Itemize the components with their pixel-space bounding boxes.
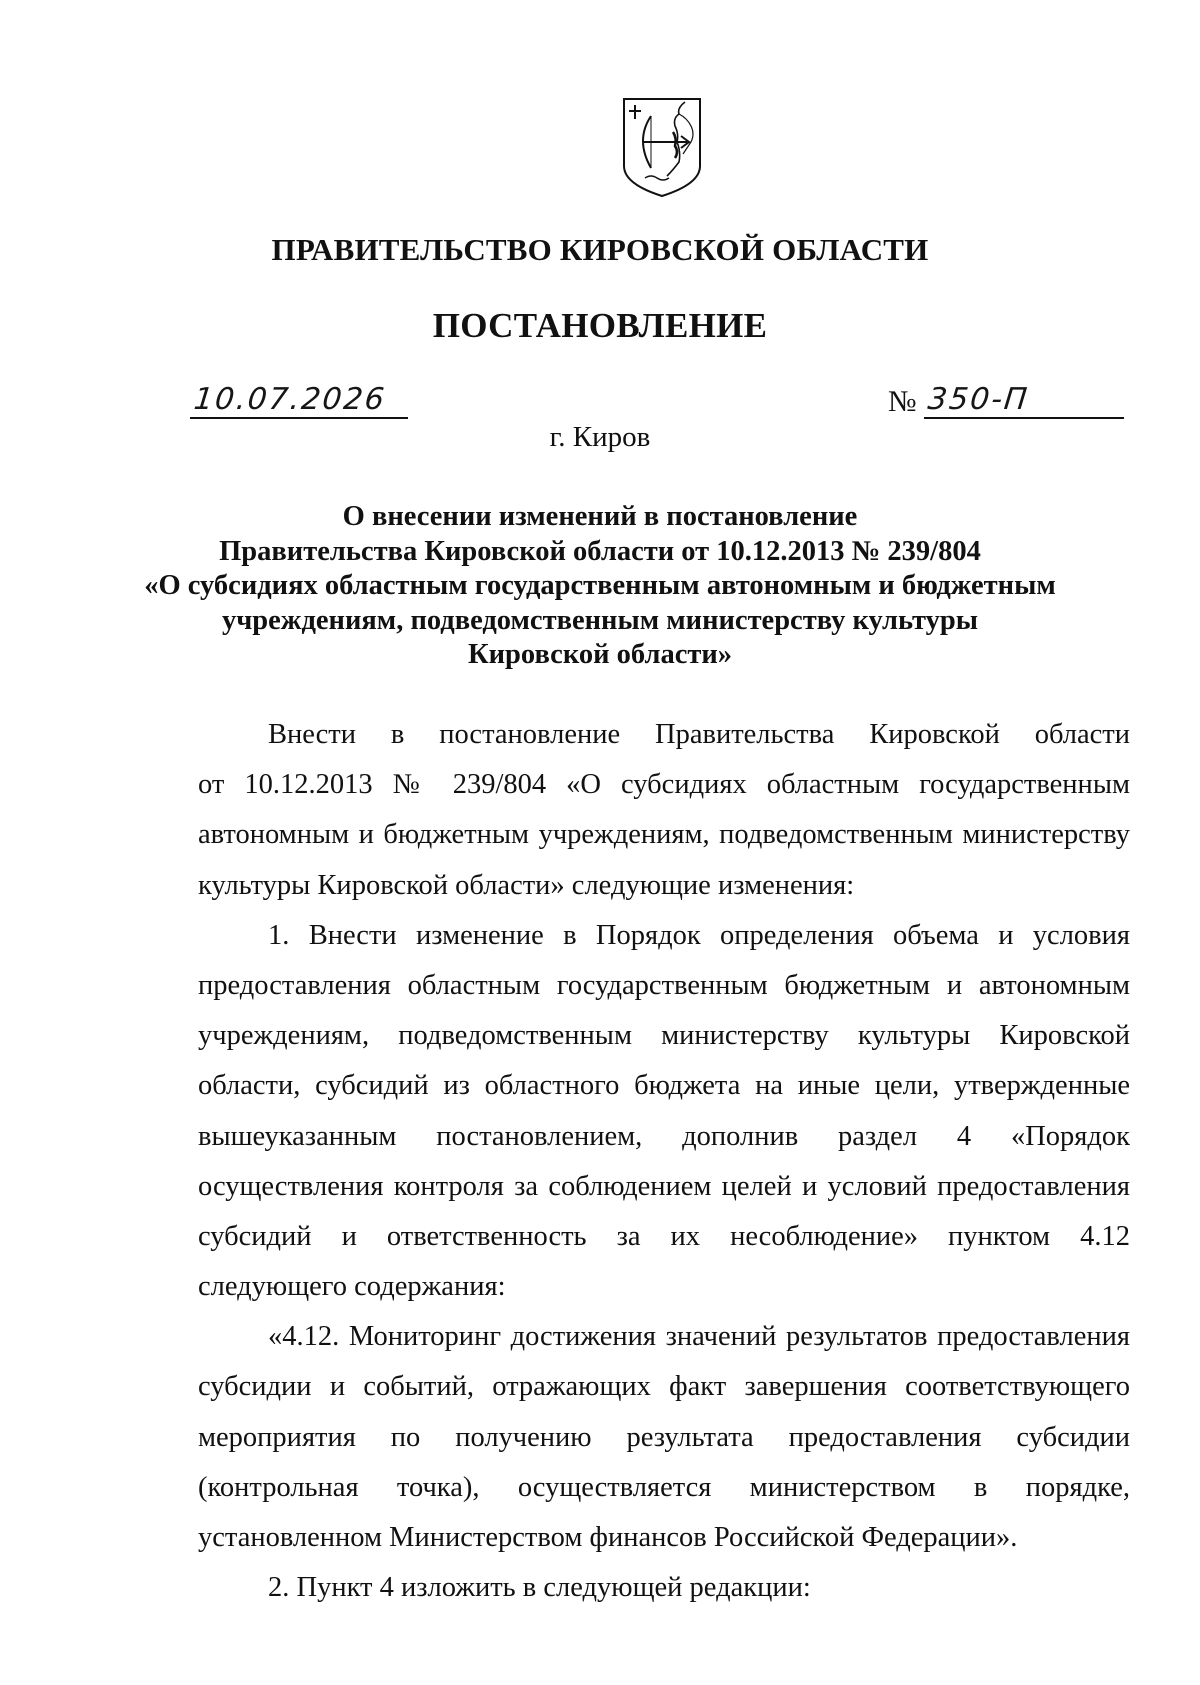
- body-line: субсидий и ответственность за их несоблюдение» пунктом 4.12: [198, 1220, 1130, 1252]
- body-line: следующего содержания:: [198, 1271, 506, 1303]
- body-line: осуществления контроля за соблюдением целей и условий предоставления: [198, 1170, 1130, 1202]
- body-line: автономным и бюджетным учреждениям, подведомственным министерству: [198, 819, 1130, 851]
- body-line: области, субсидий из областного бюджета на иные цели, утвержденные: [198, 1070, 1130, 1102]
- body-line: вышеуказанным постановлением, дополнив раздел 4 «Порядок: [198, 1120, 1130, 1152]
- body-line: учреждениям, подведомственным министерству культуры Кировской: [198, 1020, 1130, 1052]
- document-number-label: №: [888, 385, 917, 418]
- body-line: установленном Министерством финансов Российской Федерации».: [198, 1522, 1018, 1553]
- document-number-field: [924, 383, 1124, 419]
- document-date: 10.07.2026: [192, 382, 388, 417]
- organization-title: ПРАВИТЕЛЬСТВО КИРОВСКОЙ ОБЛАСТИ: [271, 232, 929, 267]
- document-type-title: ПОСТАНОВЛЕНИЕ: [432, 306, 768, 345]
- body-line: 2. Пункт 4 изложить в следующей редакции:: [268, 1572, 811, 1604]
- subject-line: Кировской области»: [467, 639, 733, 670]
- body-line: мероприятия по получению результата предоставления субсидии: [198, 1421, 1130, 1453]
- document-body: [198, 710, 1130, 1613]
- subject-line: Правительства Кировской области от 10.12.2013 № 239/804: [219, 535, 981, 567]
- subject-line: учреждениям, подведомственным министерству культуры: [221, 604, 979, 636]
- document-date-field: [190, 383, 408, 419]
- document-subject: [130, 500, 1070, 673]
- body-line: (контрольная точка), осуществляется министерством в порядке,: [198, 1471, 1130, 1503]
- body-line: Внести в постановление Правительства Кировской области: [268, 719, 1130, 750]
- body-line: «4.12. Мониторинг достижения значений результатов предоставления: [268, 1321, 1130, 1353]
- subject-line: «О субсидиях областным государственным автономным и бюджетным: [144, 570, 1056, 601]
- body-line: субсидии и событий, отражающих факт завершения соответствующего: [198, 1371, 1130, 1403]
- body-line: 1. Внести изменение в Порядок определения объема и условия: [268, 919, 1130, 951]
- coat-of-arms-icon: [621, 96, 703, 198]
- body-line: культуры Кировской области» следующие изменения:: [198, 869, 855, 901]
- body-line: от 10.12.2013 № 239/804 «О субсидиях областным государственным: [198, 769, 1130, 801]
- body-line: предоставления областным государственным бюджетным и автономным: [198, 969, 1130, 1001]
- document-city: г. Киров: [549, 421, 651, 453]
- subject-line: О внесении изменений в постановление: [342, 501, 858, 532]
- document-number: 350-П: [926, 382, 1031, 417]
